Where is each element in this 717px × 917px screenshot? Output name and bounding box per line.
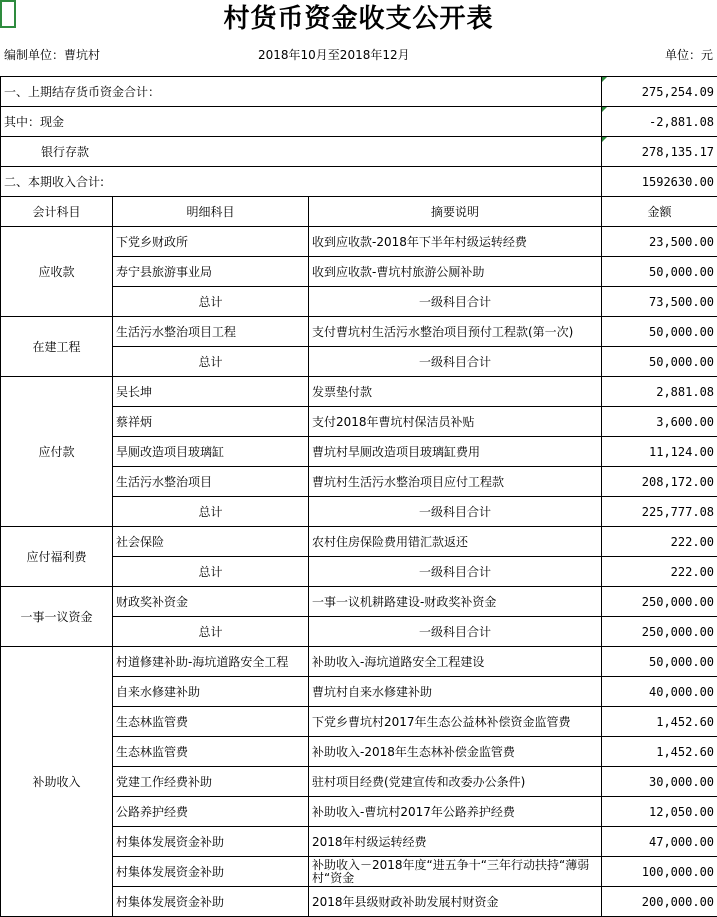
- account-name[interactable]: 应付福利费: [1, 527, 113, 587]
- detail-cell[interactable]: 生态林监管费: [113, 707, 309, 737]
- amount-cell[interactable]: 40,000.00: [602, 677, 717, 707]
- table-row: [1, 647, 717, 677]
- header-row: [1, 197, 717, 227]
- detail-cell[interactable]: 党建工作经费补助: [113, 767, 309, 797]
- description-cell[interactable]: 支付曹坑村生活污水整治项目预付工程款(第一次): [309, 317, 602, 347]
- amount-cell[interactable]: 23,500.00: [602, 227, 717, 257]
- total-amount[interactable]: 222.00: [602, 557, 717, 587]
- amount-cell[interactable]: 1,452.60: [602, 737, 717, 767]
- description-cell[interactable]: 收到应收款-曹坑村旅游公厕补助: [309, 257, 602, 287]
- summary-label[interactable]: 二、本期收入合计:: [1, 167, 602, 197]
- summary-label[interactable]: 银行存款: [1, 137, 602, 167]
- detail-cell[interactable]: 吴长坤: [113, 377, 309, 407]
- summary-label[interactable]: 其中：现金: [1, 107, 602, 137]
- detail-cell[interactable]: 村道修建补助-海坑道路安全工程: [113, 647, 309, 677]
- detail-cell[interactable]: 自来水修建补助: [113, 677, 309, 707]
- summary-row: [1, 77, 717, 107]
- description-cell[interactable]: 曹坑村旱厕改造项目玻璃缸费用: [309, 437, 602, 467]
- table-row: [1, 587, 717, 617]
- summary-value[interactable]: 278,135.17: [602, 137, 717, 167]
- detail-cell[interactable]: 公路养护经费: [113, 797, 309, 827]
- description-cell[interactable]: 补助收入-曹坑村2017年公路养护经费: [309, 797, 602, 827]
- account-name[interactable]: 应收款: [1, 227, 113, 317]
- description-cell[interactable]: 支付2018年曹坑村保洁员补贴: [309, 407, 602, 437]
- detail-cell[interactable]: 社会保险: [113, 527, 309, 557]
- detail-cell[interactable]: 下党乡财政所: [113, 227, 309, 257]
- account-name[interactable]: 在建工程: [1, 317, 113, 377]
- description-cell[interactable]: 农村住房保险费用错汇款返还: [309, 527, 602, 557]
- amount-cell[interactable]: 2,881.08: [602, 377, 717, 407]
- detail-cell[interactable]: 村集体发展资金补助: [113, 857, 309, 887]
- description-cell[interactable]: 下党乡曹坑村2017年生态公益林补偿资金监管费: [309, 707, 602, 737]
- description-cell[interactable]: 补助收入-2018年生态林补偿金监管费: [309, 737, 602, 767]
- total-amount[interactable]: 250,000.00: [602, 617, 717, 647]
- account-name[interactable]: 应付款: [1, 377, 113, 527]
- col-header-description[interactable]: 摘要说明: [309, 197, 602, 227]
- col-header-detail[interactable]: 明细科目: [113, 197, 309, 227]
- table-row: [1, 317, 717, 347]
- amount-cell[interactable]: 50,000.00: [602, 317, 717, 347]
- total-description[interactable]: 一级科目合计: [309, 617, 602, 647]
- account-name[interactable]: 补助收入: [1, 647, 113, 917]
- account-name[interactable]: 一事一议资金: [1, 587, 113, 647]
- amount-cell[interactable]: 12,050.00: [602, 797, 717, 827]
- col-header-account[interactable]: 会计科目: [1, 197, 113, 227]
- description-cell[interactable]: 一事一议机耕路建设-财政奖补资金: [309, 587, 602, 617]
- summary-value[interactable]: 275,254.09: [602, 77, 717, 107]
- total-label[interactable]: 总计: [113, 347, 309, 377]
- amount-cell[interactable]: 200,000.00: [602, 887, 717, 917]
- description-cell[interactable]: 驻村项目经费(党建宣传和改委办公条件): [309, 767, 602, 797]
- description-cell[interactable]: 发票垫付款: [309, 377, 602, 407]
- description-cell[interactable]: 曹坑村自来水修建补助: [309, 677, 602, 707]
- amount-cell[interactable]: 250,000.00: [602, 587, 717, 617]
- detail-cell[interactable]: 生活污水整治项目工程: [113, 317, 309, 347]
- detail-cell[interactable]: 生活污水整治项目: [113, 467, 309, 497]
- description-cell[interactable]: 2018年村级运转经费: [309, 827, 602, 857]
- description-cell[interactable]: 收到应收款-2018年下半年村级运转经费: [309, 227, 602, 257]
- detail-cell[interactable]: 生态林监管费: [113, 737, 309, 767]
- summary-value[interactable]: -2,881.08: [602, 107, 717, 137]
- ledger-table: [0, 76, 717, 917]
- summary-value[interactable]: 1592630.00: [602, 167, 717, 197]
- table-row: [1, 527, 717, 557]
- amount-cell[interactable]: 50,000.00: [602, 647, 717, 677]
- total-amount[interactable]: 50,000.00: [602, 347, 717, 377]
- amount-cell[interactable]: 30,000.00: [602, 767, 717, 797]
- total-amount[interactable]: 225,777.08: [602, 497, 717, 527]
- detail-cell[interactable]: 村集体发展资金补助: [113, 887, 309, 917]
- total-description[interactable]: 一级科目合计: [309, 497, 602, 527]
- detail-cell[interactable]: 寿宁县旅游事业局: [113, 257, 309, 287]
- amount-cell[interactable]: 47,000.00: [602, 827, 717, 857]
- total-description[interactable]: 一级科目合计: [309, 287, 602, 317]
- report-period: 2018年10月至2018年12月: [258, 45, 410, 65]
- total-label[interactable]: 总计: [113, 497, 309, 527]
- description-cell[interactable]: 补助收入－2018年度“进五争十“三年行动扶持“薄弱村“资金: [309, 857, 602, 887]
- summary-label[interactable]: 一、上期结存货币资金合计：: [1, 77, 602, 107]
- description-cell[interactable]: 2018年县级财政补助发展村财资金: [309, 887, 602, 917]
- summary-row: [1, 137, 717, 167]
- currency-unit: 单位：元: [665, 45, 713, 65]
- total-amount[interactable]: 73,500.00: [602, 287, 717, 317]
- summary-row: [1, 167, 717, 197]
- total-description[interactable]: 一级科目合计: [309, 347, 602, 377]
- amount-cell[interactable]: 100,000.00: [602, 857, 717, 887]
- description-cell[interactable]: 补助收入-海坑道路安全工程建设: [309, 647, 602, 677]
- amount-cell[interactable]: 222.00: [602, 527, 717, 557]
- table-row: [1, 227, 717, 257]
- detail-cell[interactable]: 村集体发展资金补助: [113, 827, 309, 857]
- table-row: [1, 377, 717, 407]
- amount-cell[interactable]: 3,600.00: [602, 407, 717, 437]
- amount-cell[interactable]: 11,124.00: [602, 437, 717, 467]
- summary-row: [1, 107, 717, 137]
- total-label[interactable]: 总计: [113, 557, 309, 587]
- detail-cell[interactable]: 财政奖补资金: [113, 587, 309, 617]
- detail-cell[interactable]: 蔡祥炳: [113, 407, 309, 437]
- detail-cell[interactable]: 旱厕改造项目玻璃缸: [113, 437, 309, 467]
- col-header-amount[interactable]: 金额: [602, 197, 717, 227]
- total-description[interactable]: 一级科目合计: [309, 557, 602, 587]
- amount-cell[interactable]: 50,000.00: [602, 257, 717, 287]
- total-label[interactable]: 总计: [113, 287, 309, 317]
- page-title: 村货币资金收支公开表: [0, 0, 717, 38]
- amount-cell[interactable]: 1,452.60: [602, 707, 717, 737]
- ledger-table-wrap: [0, 76, 717, 917]
- description-cell[interactable]: 曹坑村生活污水整治项目应付工程款: [309, 467, 602, 497]
- total-label[interactable]: 总计: [113, 617, 309, 647]
- org-unit: 编制单位：曹坑村: [4, 45, 100, 65]
- amount-cell[interactable]: 208,172.00: [602, 467, 717, 497]
